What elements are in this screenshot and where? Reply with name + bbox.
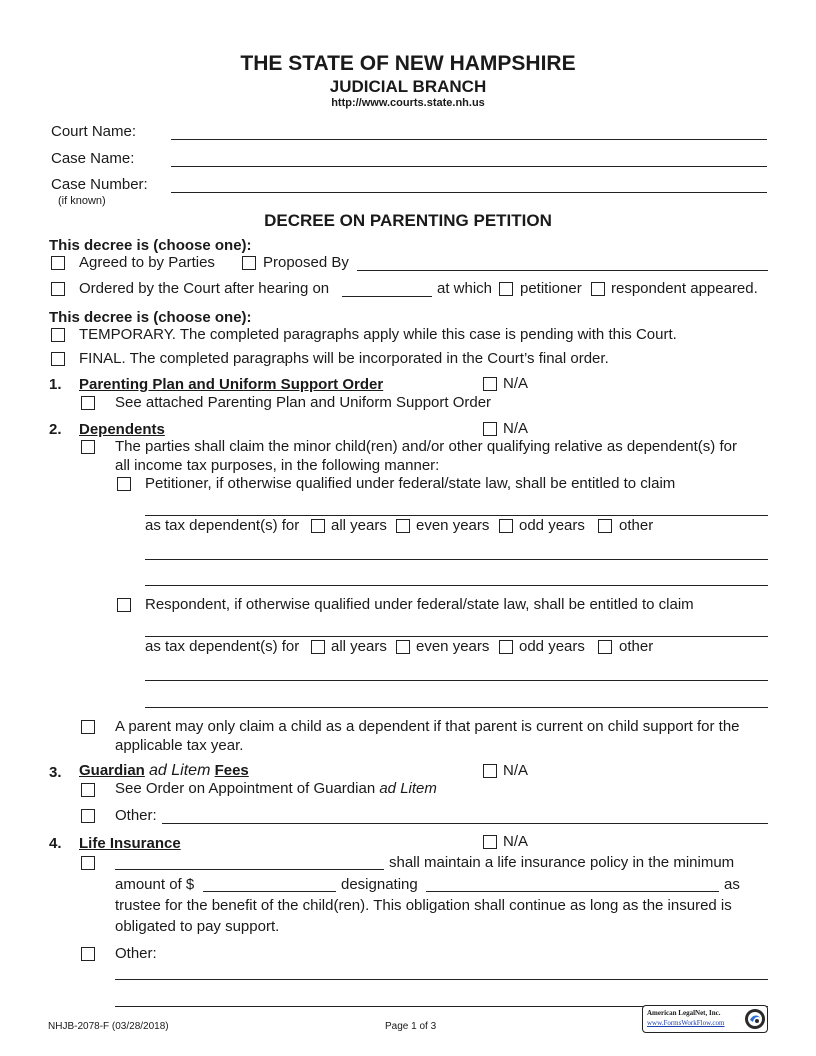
- proposed-checkbox[interactable]: [242, 256, 256, 270]
- section-2-number: 2.: [49, 421, 62, 438]
- section-4-title: Life Insurance: [79, 835, 181, 852]
- vendor-badge: [642, 1005, 768, 1033]
- section-1-na-checkbox[interactable]: [483, 377, 497, 391]
- section-2-na-checkbox[interactable]: [483, 422, 497, 436]
- section-3-other-field[interactable]: [162, 823, 768, 824]
- petitioner-other-checkbox[interactable]: [598, 519, 612, 533]
- respondent-even-years-checkbox[interactable]: [396, 640, 410, 654]
- agreed-label: Agreed to by Parties: [79, 254, 215, 271]
- parenting-plan-checkbox[interactable]: [81, 396, 95, 410]
- section-4-na-checkbox[interactable]: [483, 835, 497, 849]
- final-checkbox[interactable]: [51, 352, 65, 366]
- section-3-title-ad-litem: ad Litem: [149, 762, 211, 779]
- life-insurance-checkbox[interactable]: [81, 856, 95, 870]
- section-4-other-field-1[interactable]: [115, 979, 768, 980]
- dependents-checkbox[interactable]: [81, 440, 95, 454]
- case-name-label: Case Name:: [51, 150, 135, 167]
- case-number-label: Case Number:: [51, 176, 148, 193]
- respondent-appeared-checkbox[interactable]: [591, 282, 605, 296]
- vendor-url[interactable]: www.FormsWorkFlow.com: [647, 1019, 725, 1027]
- parenting-plan-label: See attached Parenting Plan and Uniform Support Order: [115, 394, 492, 411]
- section-4-other-label: Other:: [115, 945, 157, 962]
- document-title: DECREE ON PARENTING PETITION: [264, 211, 552, 230]
- dependents-intro-line2: all income tax purposes, in the following manner:: [115, 457, 440, 474]
- section-3-na-checkbox[interactable]: [483, 764, 497, 778]
- respondent-claim-label: Respondent, if otherwise qualified under federal/state law, shall be entitled to claim: [145, 596, 694, 613]
- petitioner-even-years-checkbox[interactable]: [396, 519, 410, 533]
- respondent-even-years-label: even years: [416, 638, 490, 655]
- insured-party-field[interactable]: [115, 869, 384, 870]
- section-3-na-label: N/A: [503, 762, 529, 779]
- section-2-title: Dependents: [79, 421, 165, 438]
- proposed-label: Proposed By: [263, 254, 349, 271]
- decree-status-heading: This decree is (choose one):: [49, 309, 252, 326]
- respondent-odd-years-label: odd years: [519, 638, 585, 655]
- respondent-as-tax-label: as tax dependent(s) for: [145, 638, 300, 655]
- section-1-title: Parenting Plan and Uniform Support Order: [79, 376, 384, 393]
- state-title: THE STATE OF NEW HAMPSHIRE: [240, 52, 576, 75]
- designating-label: designating: [341, 876, 418, 893]
- court-name-label: Court Name:: [51, 123, 137, 140]
- petitioner-even-years-label: even years: [416, 517, 490, 534]
- page-number: Page 1 of 3: [385, 1021, 437, 1032]
- respondent-odd-years-checkbox[interactable]: [499, 640, 513, 654]
- current-support-line1: A parent may only claim a child as a dependent if that parent is current on child support for the: [115, 718, 740, 735]
- form-id: NHJB-2078-F (03/28/2018): [48, 1021, 169, 1032]
- court-url: http://www.courts.state.nh.us: [331, 97, 485, 109]
- life-insurance-line3: trustee for the benefit of the child(ren). This obligation shall continue as long as the insured is: [115, 897, 732, 914]
- section-3-title: [79, 762, 249, 780]
- final-label: FINAL. The completed paragraphs will be incorporated in the Court’s final order.: [79, 350, 609, 367]
- respondent-all-years-checkbox[interactable]: [311, 640, 325, 654]
- life-insurance-line1: shall maintain a life insurance policy in the minimum: [389, 854, 735, 871]
- section-3-title-guardian: Guardian: [79, 762, 145, 779]
- proposed-by-field[interactable]: [357, 270, 768, 271]
- court-name-field[interactable]: [171, 139, 767, 140]
- globe-icon: [744, 1008, 766, 1030]
- petitioner-claim-field[interactable]: [145, 515, 768, 516]
- section-3-number: 3.: [49, 764, 62, 781]
- section-4-na-label: N/A: [503, 833, 529, 850]
- current-support-line2: applicable tax year.: [115, 737, 244, 754]
- branch-title: JUDICIAL BRANCH: [329, 77, 487, 96]
- amount-label: amount of $: [115, 876, 195, 893]
- see-order-label: [115, 780, 437, 797]
- respondent-appeared-label: respondent appeared.: [611, 280, 758, 297]
- section-1-number: 1.: [49, 376, 62, 393]
- temporary-label: TEMPORARY. The completed paragraphs apply while this case is pending with this Court.: [79, 326, 677, 343]
- petitioner-all-years-label: all years: [331, 517, 387, 534]
- petitioner-other-field-1[interactable]: [145, 559, 768, 560]
- section-3-title-fees: Fees: [214, 762, 249, 779]
- section-1-na-label: N/A: [503, 375, 529, 392]
- petitioner-label: petitioner: [520, 280, 582, 297]
- petitioner-claim-checkbox[interactable]: [117, 477, 131, 491]
- section-3-other-label: Other:: [115, 807, 157, 824]
- current-support-checkbox[interactable]: [81, 720, 95, 734]
- amount-field[interactable]: [203, 891, 336, 892]
- respondent-claim-field[interactable]: [145, 636, 768, 637]
- decree-type-heading: This decree is (choose one):: [49, 237, 252, 254]
- ordered-checkbox[interactable]: [51, 282, 65, 296]
- see-order-ad-litem: ad Litem: [379, 780, 437, 797]
- section-4-other-checkbox[interactable]: [81, 947, 95, 961]
- respondent-other-label: other: [619, 638, 654, 655]
- if-known-note: (if known): [58, 195, 106, 207]
- petitioner-appeared-checkbox[interactable]: [499, 282, 513, 296]
- temporary-checkbox[interactable]: [51, 328, 65, 342]
- petitioner-odd-years-checkbox[interactable]: [499, 519, 513, 533]
- as-label: as: [724, 876, 740, 893]
- respondent-other-field-1[interactable]: [145, 680, 768, 681]
- agreed-checkbox[interactable]: [51, 256, 65, 270]
- petitioner-odd-years-label: odd years: [519, 517, 585, 534]
- section-4-number: 4.: [49, 835, 62, 852]
- case-name-field[interactable]: [171, 166, 767, 167]
- at-which-label: at which: [437, 280, 493, 297]
- vendor-name: American LegalNet, Inc.: [647, 1009, 721, 1017]
- section-3-other-checkbox[interactable]: [81, 809, 95, 823]
- case-number-field[interactable]: [171, 192, 767, 193]
- hearing-date-field[interactable]: [342, 296, 432, 297]
- respondent-all-years-label: all years: [331, 638, 387, 655]
- petitioner-all-years-checkbox[interactable]: [311, 519, 325, 533]
- petitioner-other-field-2[interactable]: [145, 585, 768, 586]
- trustee-field[interactable]: [426, 891, 719, 892]
- life-insurance-line4: obligated to pay support.: [115, 918, 280, 935]
- respondent-claim-checkbox[interactable]: [117, 598, 131, 612]
- petitioner-claim-label: Petitioner, if otherwise qualified under federal/state law, shall be entitled to claim: [145, 475, 676, 492]
- respondent-other-checkbox[interactable]: [598, 640, 612, 654]
- section-2-na-label: N/A: [503, 420, 529, 437]
- petitioner-as-tax-label: as tax dependent(s) for: [145, 517, 300, 534]
- dependents-intro-line1: The parties shall claim the minor child(ren) and/or other qualifying relative as dependent(s) for: [115, 438, 737, 455]
- see-order-checkbox[interactable]: [81, 783, 95, 797]
- ordered-label: Ordered by the Court after hearing on: [79, 280, 330, 297]
- petitioner-other-label: other: [619, 517, 654, 534]
- respondent-other-field-2[interactable]: [145, 707, 768, 708]
- see-order-text: See Order on Appointment of Guardian: [115, 780, 376, 797]
